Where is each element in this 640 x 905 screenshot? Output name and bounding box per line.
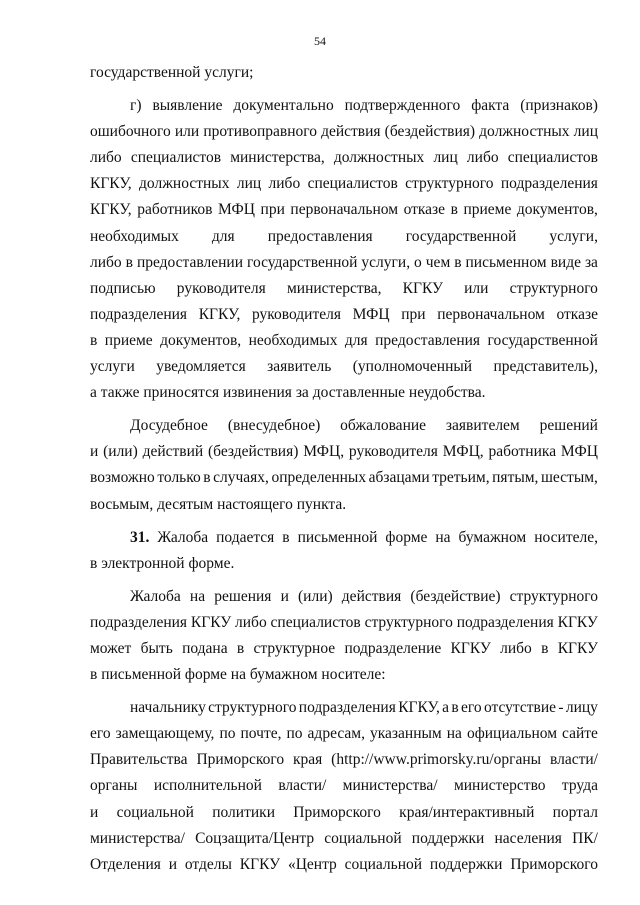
- word: приеме: [463, 201, 512, 219]
- text-line: [90, 302, 598, 328]
- word: в: [454, 253, 462, 271]
- word: по: [286, 725, 303, 743]
- word: работника: [488, 443, 557, 461]
- word: услуги: [90, 358, 135, 376]
- word: КГКУ: [239, 855, 281, 873]
- word: действий: [142, 443, 204, 461]
- item-number: 31.: [130, 528, 150, 546]
- text-line: [90, 610, 598, 636]
- word: или: [464, 279, 489, 297]
- word: определенных: [271, 469, 367, 487]
- word: а: [442, 699, 450, 717]
- word: Правительства: [90, 751, 188, 769]
- word: портал: [552, 803, 598, 821]
- word: и: [280, 587, 289, 605]
- word: в: [203, 469, 211, 487]
- word: МФЦ,: [442, 443, 484, 461]
- text-line: [90, 250, 598, 276]
- word: предоставления: [267, 227, 373, 245]
- text-line: [90, 119, 598, 145]
- word: КГКУ,: [398, 699, 440, 717]
- word: (http://www.primorsky.ru/органы: [331, 751, 542, 769]
- word: КГКУ: [190, 613, 232, 631]
- word: на: [189, 587, 206, 605]
- word: шестым,: [540, 469, 598, 487]
- text-line: [90, 171, 598, 197]
- word: Жалоба: [130, 587, 181, 605]
- word: отделы: [184, 855, 232, 873]
- word: форме: [385, 528, 428, 546]
- text-line: [90, 197, 598, 223]
- word: начальнику: [130, 699, 206, 717]
- text-line: [90, 328, 598, 354]
- word: социальной: [324, 829, 402, 847]
- word: КГКУ,: [90, 201, 132, 219]
- word: министерства,: [286, 279, 382, 297]
- word: документально: [233, 97, 334, 115]
- word: структурного: [364, 613, 453, 631]
- word: при: [260, 201, 285, 219]
- word: края: [292, 751, 323, 769]
- text-line: [90, 60, 598, 86]
- word: подается: [216, 528, 275, 546]
- line-text: а также приносятся извинения за доставленные неудобства.: [90, 384, 486, 402]
- word: Отделения: [90, 855, 161, 873]
- word: в: [236, 639, 245, 657]
- word: специалистов: [307, 175, 398, 193]
- word: уведомляется: [156, 358, 246, 376]
- word: указанным: [369, 725, 442, 743]
- word: должностных: [333, 149, 425, 167]
- word: подразделения: [500, 175, 598, 193]
- word: (внесудебное): [227, 417, 321, 435]
- word: и: [90, 443, 99, 461]
- word: подана: [182, 639, 228, 657]
- word: должностных: [139, 175, 230, 193]
- word: выявление: [152, 97, 223, 115]
- word: его: [461, 699, 482, 717]
- word: социальной: [344, 855, 423, 873]
- word: руководителя: [176, 279, 266, 297]
- word: ошибочного: [90, 123, 171, 141]
- text-line: [90, 380, 598, 406]
- word: предоставлении: [136, 253, 244, 271]
- word: министерство: [453, 777, 546, 795]
- word: КГКУ: [450, 639, 491, 657]
- word: либо: [500, 639, 532, 657]
- text-line: [90, 465, 598, 491]
- word: о: [414, 253, 422, 271]
- word: труда: [561, 777, 598, 795]
- word: должностных: [479, 123, 570, 141]
- word: документов,: [160, 331, 242, 349]
- word: подразделение: [344, 639, 442, 657]
- word: власти/: [278, 777, 327, 795]
- word: при: [401, 305, 426, 323]
- word: действия: [321, 123, 381, 141]
- word: специалистов: [507, 149, 598, 167]
- word: министерства,: [230, 149, 325, 167]
- word: КГКУ: [557, 639, 598, 657]
- word: государственной: [246, 253, 358, 271]
- text-line: [90, 413, 598, 439]
- word: государственной: [405, 227, 517, 245]
- word: адресам,: [307, 725, 365, 743]
- word: или: [174, 123, 200, 141]
- word: официальном: [466, 725, 558, 743]
- word: г): [130, 97, 142, 115]
- word: КГКУ: [557, 613, 598, 631]
- word: структурного: [509, 587, 598, 605]
- word: политики: [212, 803, 275, 821]
- word: первоначальном: [290, 201, 399, 219]
- word: подразделения: [90, 613, 188, 631]
- text-line: [90, 852, 598, 878]
- text-line: [90, 224, 598, 250]
- page-number: 54: [314, 34, 326, 48]
- word: подразделения: [90, 305, 188, 323]
- word: (бездействие): [410, 587, 501, 605]
- word: поддержки: [411, 829, 485, 847]
- word: сайте: [562, 725, 598, 743]
- word: факта: [471, 97, 510, 115]
- text-line: [90, 525, 598, 551]
- line-text: восьмым, десятым настоящего пункта.: [90, 495, 347, 513]
- document-body: [90, 60, 598, 878]
- text-line: [90, 439, 598, 465]
- word: края/интерактивный: [399, 803, 535, 821]
- word: КГКУ,: [198, 305, 241, 323]
- word: (или): [298, 587, 333, 605]
- word: МФЦ: [560, 443, 598, 461]
- word: предоставления: [375, 331, 481, 349]
- word: населения: [494, 829, 562, 847]
- word: структурное: [253, 639, 336, 657]
- word: лиц: [573, 123, 598, 141]
- word: руководителя: [251, 305, 341, 323]
- word: министерства/: [90, 829, 185, 847]
- word: Жалоба: [157, 528, 209, 546]
- word: в: [451, 699, 459, 717]
- word: государственной: [487, 331, 598, 349]
- word: КГКУ: [402, 279, 443, 297]
- word: руководителя: [348, 443, 438, 461]
- word: МФЦ,: [303, 443, 345, 461]
- word: решений: [539, 417, 598, 435]
- word: либо: [268, 175, 301, 193]
- word: (признаков): [520, 97, 598, 115]
- word: необходимых: [90, 227, 179, 245]
- word: в: [450, 201, 458, 219]
- word: МФЦ: [352, 305, 390, 323]
- word: быть: [140, 639, 173, 657]
- word: лицу: [565, 699, 598, 717]
- word: и: [90, 803, 99, 821]
- word: поддержки: [429, 855, 503, 873]
- word: лиц: [236, 175, 262, 193]
- word: виде: [550, 253, 581, 271]
- word: подразделения: [298, 699, 396, 717]
- word: для: [344, 331, 368, 349]
- word: (уполномоченный: [352, 358, 473, 376]
- word: Досудебное: [130, 417, 208, 435]
- word: (бездействия): [208, 443, 299, 461]
- word: ПК/: [572, 829, 598, 847]
- text-line: [90, 93, 598, 119]
- word: исполнительной: [153, 777, 262, 795]
- text-line: [90, 584, 598, 610]
- word: в: [125, 253, 133, 271]
- word: Соцзащита/Центр: [195, 829, 315, 847]
- word: в: [282, 528, 290, 546]
- word: документов,: [516, 201, 598, 219]
- word: МФЦ: [217, 201, 255, 219]
- word: отказе: [403, 201, 446, 219]
- text-line: [90, 826, 598, 852]
- word: специалистов: [130, 149, 222, 167]
- word: либо: [90, 149, 122, 167]
- word: письменном: [465, 253, 547, 271]
- word: отказе: [556, 305, 598, 323]
- word: социальной: [116, 803, 194, 821]
- word: органы: [90, 777, 138, 795]
- word: обжалование: [340, 417, 427, 435]
- word: структурного: [509, 279, 598, 297]
- word: носителе,: [534, 528, 598, 546]
- word: КГКУ,: [90, 175, 132, 193]
- word: (или): [103, 443, 138, 461]
- word: либо: [90, 253, 122, 271]
- text-line: [90, 145, 598, 171]
- word: бумажном: [458, 528, 527, 546]
- word: чем: [425, 253, 451, 271]
- text-line: [90, 721, 598, 747]
- text-line: [90, 551, 598, 577]
- text-line: [90, 747, 598, 773]
- word: отсутствие: [483, 699, 557, 717]
- word: третьим,: [432, 469, 490, 487]
- word: на: [446, 725, 462, 743]
- word: на: [435, 528, 451, 546]
- word: для: [211, 227, 235, 245]
- word: абзацами: [368, 469, 430, 487]
- word: в: [541, 639, 549, 657]
- word: за: [584, 253, 598, 271]
- line-text: государственной услуги;: [90, 64, 254, 81]
- word: случаях,: [213, 469, 269, 487]
- word: работников: [137, 201, 213, 219]
- line-text: в электронной форме.: [90, 554, 235, 572]
- word: может: [90, 639, 132, 657]
- word: и: [168, 855, 178, 873]
- text-line: [90, 695, 598, 721]
- text-line: [90, 492, 598, 518]
- word: услуги,: [549, 227, 598, 245]
- word: противоправного: [203, 123, 317, 141]
- word: либо: [466, 149, 499, 167]
- word: заявителем: [445, 417, 520, 435]
- word: министерства/: [342, 777, 438, 795]
- word: решения: [214, 587, 272, 605]
- text-line: [90, 800, 598, 826]
- word: (бездействия): [384, 123, 476, 141]
- text-line: [90, 354, 598, 380]
- word: либо: [235, 613, 267, 631]
- word: Приморского: [510, 855, 598, 873]
- word: Приморского: [196, 751, 285, 769]
- word: подтвержденного: [344, 97, 461, 115]
- word: -: [558, 699, 564, 717]
- text-line: [90, 662, 598, 688]
- word: власти/: [549, 751, 598, 769]
- word: первоначальном: [437, 305, 545, 323]
- word: структурного: [405, 175, 494, 193]
- word: только: [157, 469, 201, 487]
- text-line: [90, 773, 598, 799]
- word: замещающему,: [115, 725, 215, 743]
- text-line: [90, 636, 598, 662]
- word: письменной: [297, 528, 378, 546]
- word: по: [219, 725, 236, 743]
- word: подразделения: [456, 613, 554, 631]
- word: его: [90, 725, 111, 743]
- word: специалистов: [270, 613, 361, 631]
- word: структурного: [208, 699, 297, 717]
- word: подписью: [90, 279, 156, 297]
- line-text: в письменной форме на бумажном носителе:: [90, 666, 386, 684]
- word: услуги,: [361, 253, 411, 271]
- word: действия: [341, 587, 402, 605]
- text-line: [90, 276, 598, 302]
- word: почте,: [240, 725, 282, 743]
- word: заявитель: [267, 358, 332, 376]
- word: необходимых: [248, 331, 338, 349]
- word: в: [90, 331, 98, 349]
- word: Приморского: [293, 803, 381, 821]
- word: представитель),: [493, 358, 598, 376]
- word: приеме: [104, 331, 153, 349]
- word: лиц: [433, 149, 458, 167]
- word: возможно: [90, 469, 155, 487]
- word: пятым,: [492, 469, 539, 487]
- word: «Центр: [287, 855, 337, 873]
